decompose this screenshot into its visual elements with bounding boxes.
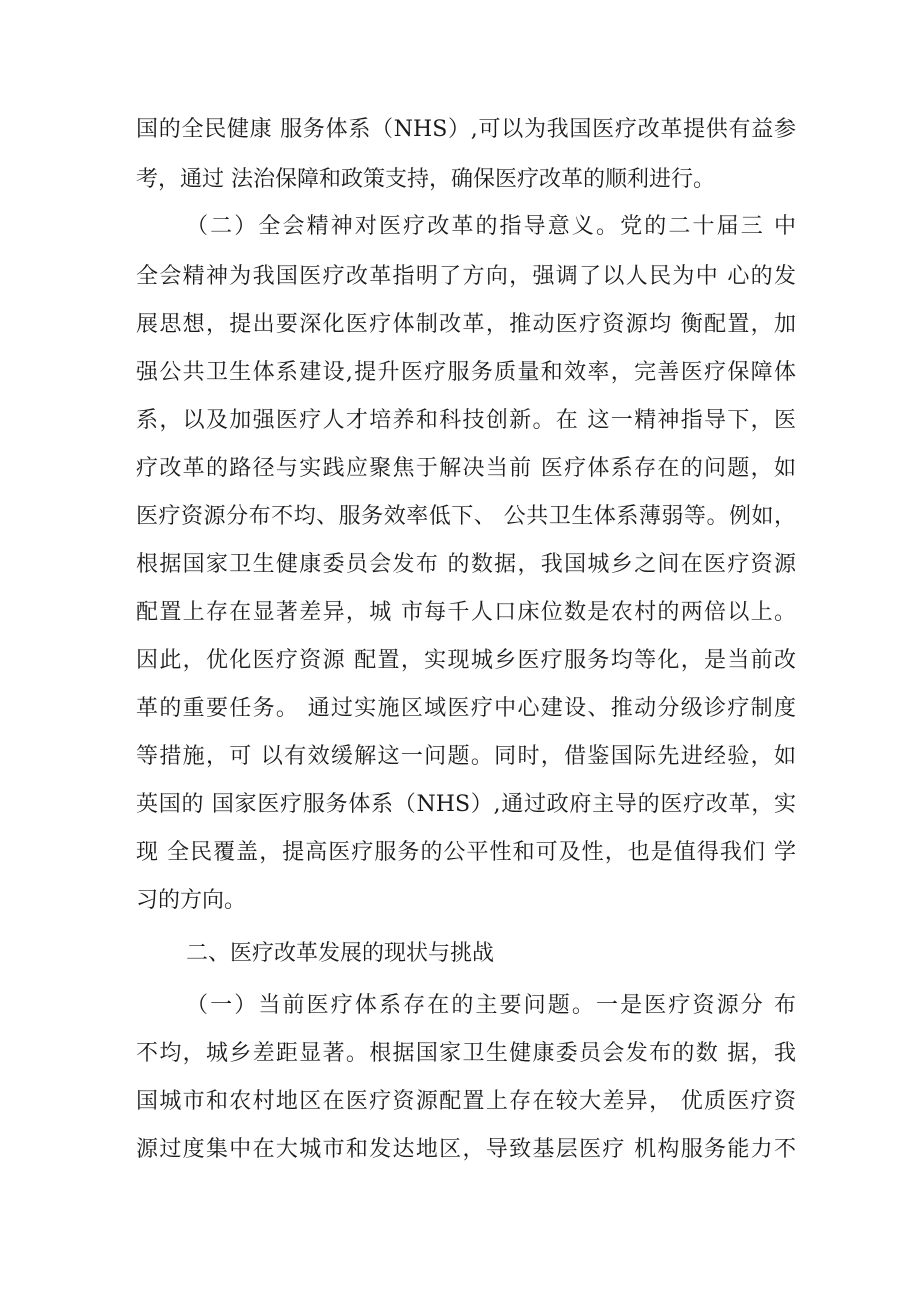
text-line-5: 展思想，提出要深化医疗体制改革，推动医疗资源均 衡配置，加 xyxy=(136,312,796,337)
text-line-4: 全会精神为我国医疗改革指明了方向，强调了以人民为中 心的发 xyxy=(136,264,796,289)
text-line-11: 配置上存在显著差异，城 市每千人口床位数是农村的两倍以上。 xyxy=(136,600,796,625)
text-line-20: 不均，城乡差距显著。根据国家卫生健康委员会发布的数 据，我 xyxy=(136,1041,796,1066)
text-line-8: 疗改革的路径与实践应聚焦于解决当前 医疗体系存在的问题，如 xyxy=(136,456,796,481)
text-line-21: 国城市和农村地区在医疗资源配置上存在较大差异， 优质医疗资 xyxy=(136,1089,796,1114)
text-line-7: 系，以及加强医疗人才培养和科技创新。在 这一精神指导下，医 xyxy=(136,408,796,433)
text-line-22: 源过度集中在大城市和发达地区，导致基层医疗 机构服务能力不 xyxy=(136,1137,796,1162)
text-line-17: 习的方向。 xyxy=(136,888,247,913)
paragraph-2-line-1: （二）全会精神对医疗改革的指导意义。党的二十届三 中 xyxy=(186,214,796,239)
text-line-12: 因此，优化医疗资源 配置，实现城乡医疗服务均等化，是当前改 xyxy=(136,648,796,673)
text-line-9: 医疗资源分布不均、服务效率低下、 公共卫生体系薄弱等。例如， xyxy=(136,504,796,529)
text-line-15: 英国的 国家医疗服务体系（NHS）,通过政府主导的医疗改革，实 xyxy=(136,792,796,817)
text-line-16: 现 全民覆盖，提高医疗服务的公平性和可及性，也是值得我们 学 xyxy=(136,840,796,865)
text-line-14: 等措施，可 以有效缓解这一问题。同时，借鉴国际先进经验，如 xyxy=(136,744,796,769)
text-line-13: 革的重要任务。 通过实施区域医疗中心建设、推动分级诊疗制度 xyxy=(136,696,796,721)
section-heading: 二、医疗改革发展的现状与挑战 xyxy=(186,941,495,966)
text-line-2: 考，通过 法治保障和政策支持，确保医疗改革的顺利进行。 xyxy=(136,167,715,192)
text-line-1: 国的全民健康 服务体系（NHS）,可以为我国医疗改革提供有益参 xyxy=(136,117,796,142)
paragraph-3-line-1: （一）当前医疗体系存在的主要问题。一是医疗资源分 布 xyxy=(186,993,796,1018)
text-line-6: 强公共卫生体系建设,提升医疗服务质量和效率，完善医疗保障体 xyxy=(136,360,796,385)
text-line-10: 根据国家卫生健康委员会发布 的数据，我国城乡之间在医疗资源 xyxy=(136,552,796,577)
